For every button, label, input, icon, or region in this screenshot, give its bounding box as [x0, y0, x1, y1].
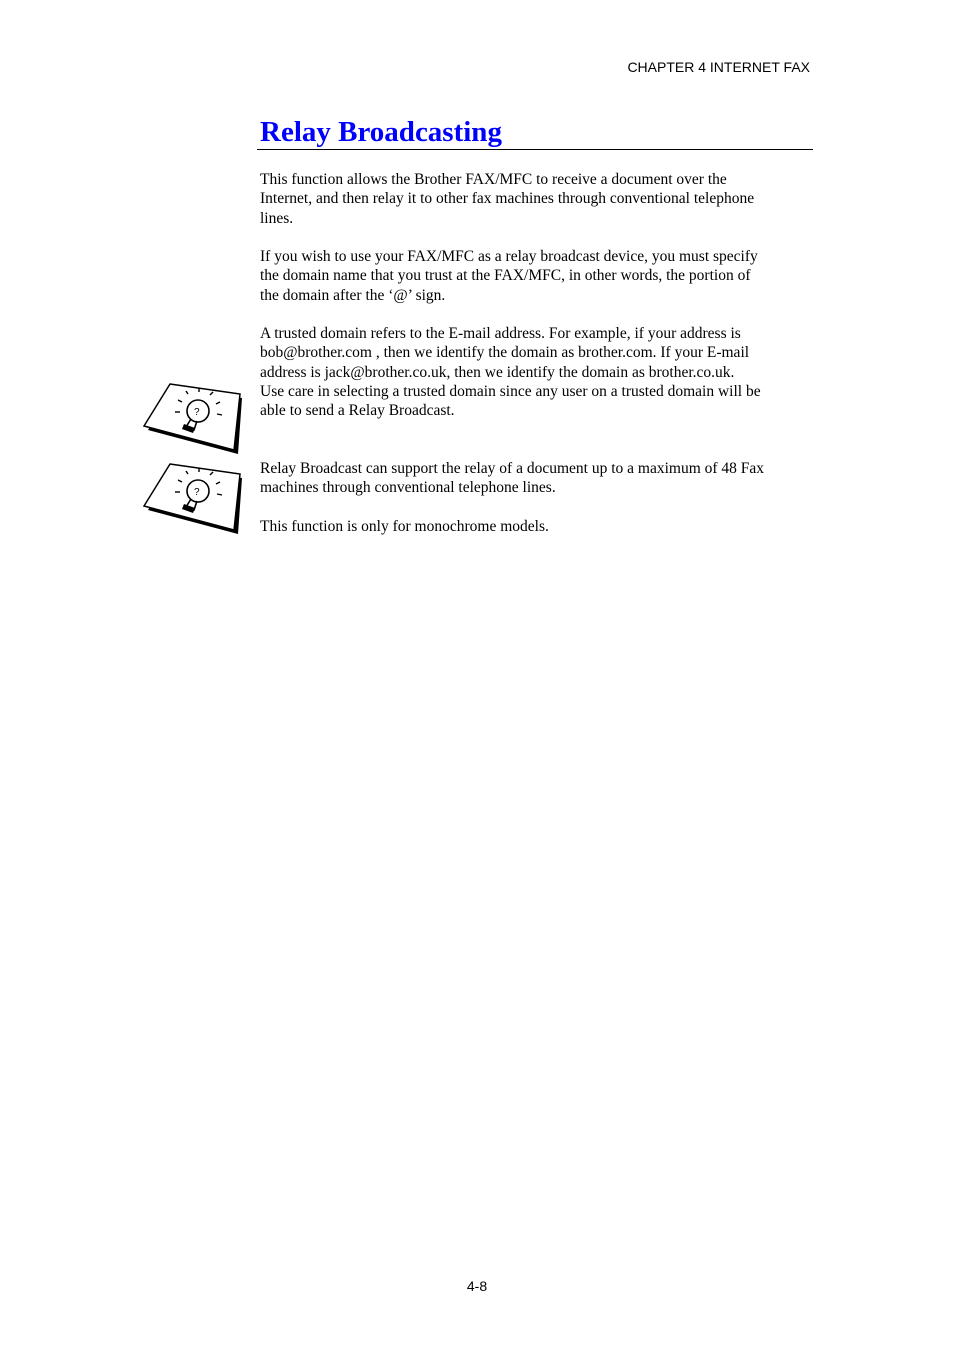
title-rule [257, 149, 813, 150]
trusted-domain-paragraph: A trusted domain refers to the E-mail address. For example, if your address is bob@brother.com , then we identify the domain as brother.com. If your E-mail address is jack@brother.co.uk, then we identify the domain as brother.co.uk. [260, 325, 750, 381]
intro-paragraph: This function allows the Brother FAX/MFC to receive a document over the Internet, and then relay it to other fax machines through conventional telephone lines. [260, 171, 755, 227]
running-header: CHAPTER 4 INTERNET FAX [627, 59, 810, 75]
page-number: 4-8 [466, 1278, 488, 1294]
relay-device-paragraph: If you wish to use your FAX/MFC as a relay broadcast device, you must specify the domain name that you trust at the FAX/MFC, in other words, the portion of the domain after the ‘@’ sign. [260, 248, 758, 304]
note-monochrome-only: This function is only for monochrome models. [260, 518, 549, 535]
lightbulb-note-icon [142, 460, 246, 536]
page-title: Relay Broadcasting [260, 116, 502, 148]
lightbulb-note-icon [142, 380, 246, 456]
note-trusted-domain-care: Use care in selecting a trusted domain since any user on a trusted domain will be able to send a Relay Broadcast. [260, 383, 761, 420]
svg-text:?: ? [194, 487, 200, 498]
svg-text:?: ? [194, 407, 200, 418]
note-max-fax-machines: Relay Broadcast can support the relay of a document up to a maximum of 48 Fax machines through conventional telephone lines. [260, 460, 765, 497]
